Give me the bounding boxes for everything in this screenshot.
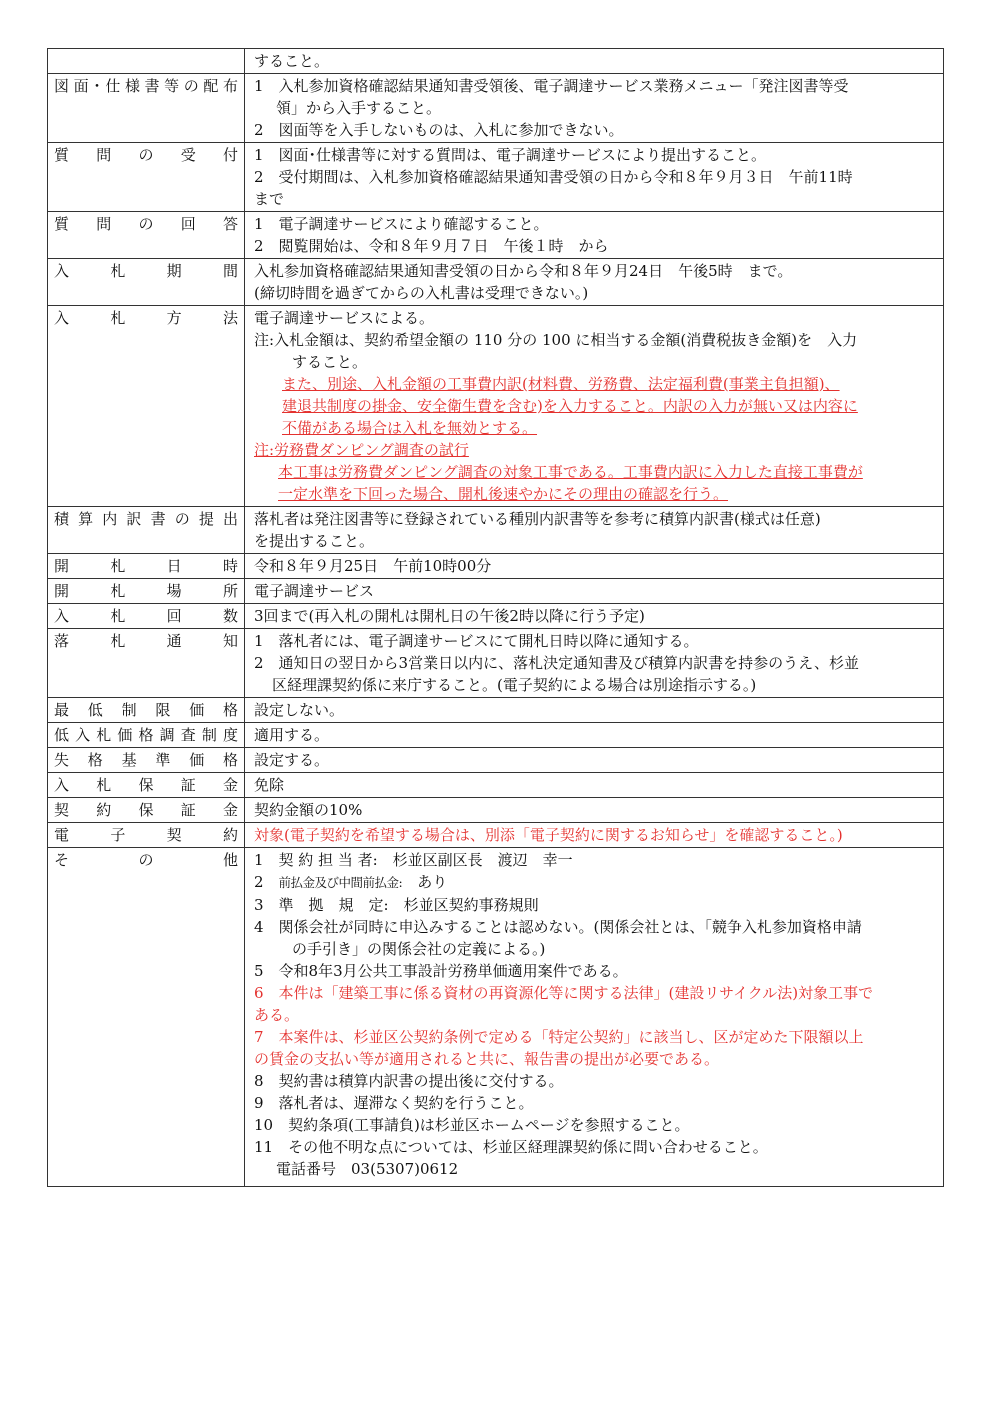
row-value: すること。 [245, 49, 944, 74]
row-label: 最低制限価格 [48, 698, 245, 723]
table-row [48, 554, 944, 579]
row-label: 入札期間 [48, 259, 245, 306]
row-label: 失格基準価格 [48, 748, 245, 773]
row-value: 電子調達サービス [245, 579, 944, 604]
row-label: 電子契約 [48, 823, 245, 848]
row-label: 開札日時 [48, 554, 245, 579]
table-row [48, 74, 944, 143]
table-row [48, 579, 944, 604]
table-row [48, 773, 944, 798]
row-value: 入札参加資格確認結果通知書受領の日から令和８年９月24日 午後5時 まで。 (締切時間を過ぎてからの入札書は受理できない。) [245, 259, 944, 306]
row-label: 図面･仕様書等の配布 [48, 74, 245, 143]
row-label: 落札通知 [48, 629, 245, 698]
row-label [48, 49, 245, 74]
row-label: 開札場所 [48, 579, 245, 604]
row-value: 1 入札参加資格確認結果通知書受領後、電子調達サービス業務メニュー「発注図書等受 領」から入手すること。 2 図面等を入手しないものは、入札に参加できない。 [245, 74, 944, 143]
row-value: 3回まで(再入札の開札は開札日の午後2時以降に行う予定) [245, 604, 944, 629]
table-row [48, 143, 944, 212]
table-row [48, 823, 944, 848]
row-label: 入札回数 [48, 604, 245, 629]
row-value: 適用する。 [245, 723, 944, 748]
table-row [48, 49, 944, 74]
row-value: 1 電子調達サービスにより確認すること。 2 閲覧開始は、令和８年９月７日 午後１時 から [245, 212, 944, 259]
row-label: その他 [48, 848, 245, 1187]
row-label: 低入札価格調査制度 [48, 723, 245, 748]
table-row [48, 212, 944, 259]
table-row [48, 798, 944, 823]
row-value: 契約金額の10% [245, 798, 944, 823]
row-label: 質問の回答 [48, 212, 245, 259]
row-value: 対象(電子契約を希望する場合は、別添「電子契約に関するお知らせ」を確認すること。) [245, 823, 944, 848]
table-row [48, 306, 944, 507]
row-label: 入札保証金 [48, 773, 245, 798]
table-row [48, 848, 944, 1187]
table-row [48, 259, 944, 306]
row-value: 1 図面･仕様書等に対する質問は、電子調達サービスにより提出すること。 2 受付期間は、入札参加資格確認結果通知書受領の日から令和８年９月３日 午前11時 まで [245, 143, 944, 212]
table-row [48, 629, 944, 698]
row-value: 電子調達サービスによる。 注:入札金額は、契約希望金額の 110 分の 100 に相当する金額(消費税抜き金額)を 入力 すること。 また、別途、入札金額の工事費内訳(材料費、労務費、法定福利費(事業主負担額)、 建退共制度の掛金、安全衛生費を含む)を入力すること。内訳の入力が無い又は内容に 不備がある場合は入札を無効とする。 注:労務費ダンピング調査の試行 本工事は労務費ダンピング調査の対象工事である。工事費内訳に入力した直接工事費が 一定水準を下回った場合、開札後速やかにその理由の確認を行う。 [245, 306, 944, 507]
table-row [48, 748, 944, 773]
row-label: 契約保証金 [48, 798, 245, 823]
row-label: 積算内訳書の提出 [48, 507, 245, 554]
row-value: 落札者は発注図書等に登録されている種別内訳書等を参考に積算内訳書(様式は任意) を提出すること。 [245, 507, 944, 554]
row-value: 1 落札者には、電子調達サービスにて開札日時以降に通知する。 2 通知日の翌日から3営業日以内に、落札決定通知書及び積算内訳書を持参のうえ、杉並 区経理課契約係に来庁すること。(電子契約による場合は別途指示する。) [245, 629, 944, 698]
row-value: 設定しない。 [245, 698, 944, 723]
row-value: 1 契 約 担 当 者: 杉並区副区長 渡辺 幸一 2 前払金及び中間前払金: あり 3 準 拠 規 定: 杉並区契約事務規則 4 関係会社が同時に申込みすることは認めない。(関係会社とは、「競争入札参加資格申請 の手引き」の関係会社の定義による。) 5 令和8年3月公共工事設計労務単価適用案件である。 6 本件は「建築工事に係る資材の再資源化等に関する法律」(建設リサイクル法)対象工事で ある。 7 本案件は、杉並区公契約条例で定める「特定公契約」に該当し、区が定めた下限額以上 の賃金の支払い等が適用されると共に、報告書の提出が必要である。 8 契約書は積算内訳書の提出後に交付する。 9 落札者は、遅滞なく契約を行うこと。 10 契約条項(工事請負)は杉並区ホームページを参照すること。 11 その他不明な点については、杉並区経理課契約係に問い合わせること。 電話番号 03(5307)0612 [245, 848, 944, 1187]
row-label: 質問の受付 [48, 143, 245, 212]
row-label: 入札方法 [48, 306, 245, 507]
table-row [48, 723, 944, 748]
row-value: 設定する。 [245, 748, 944, 773]
table-row [48, 604, 944, 629]
table-row [48, 507, 944, 554]
row-value: 免除 [245, 773, 944, 798]
conditions-table [47, 48, 944, 1187]
row-value: 令和８年９月25日 午前10時00分 [245, 554, 944, 579]
table-row [48, 698, 944, 723]
